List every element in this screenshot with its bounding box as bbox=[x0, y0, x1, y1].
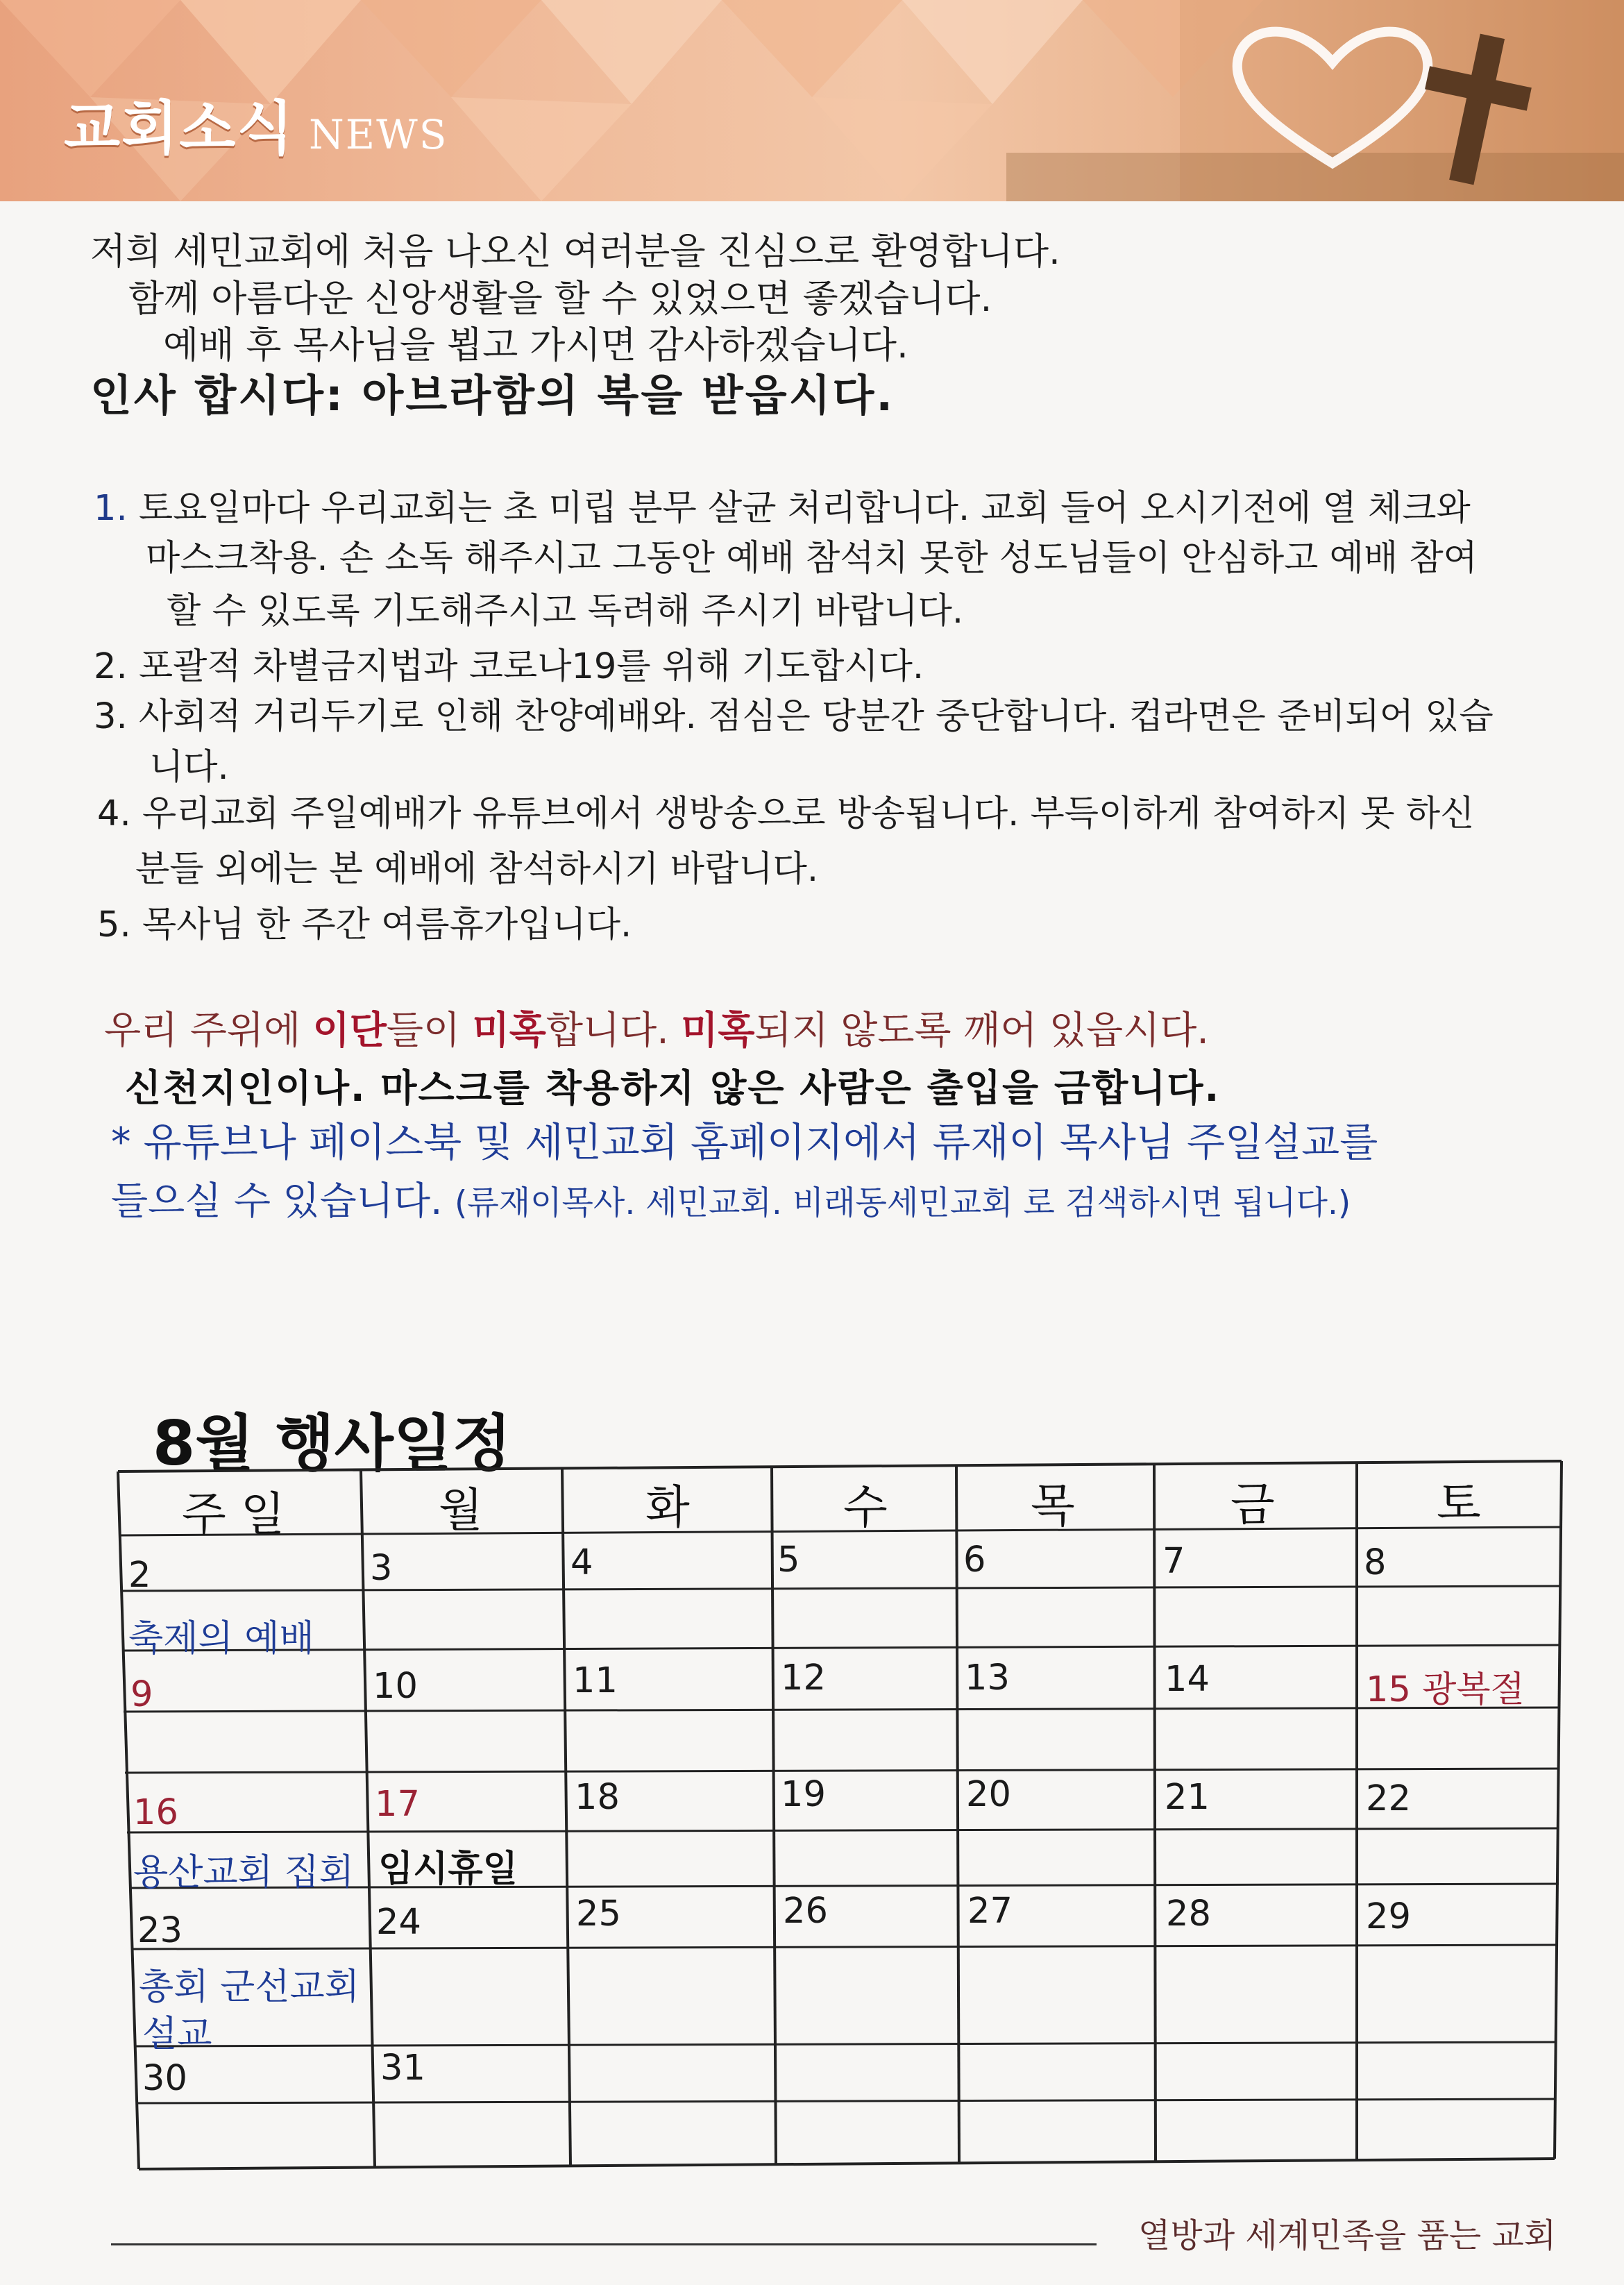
event-festival-worship: 축제의 예배 bbox=[128, 1618, 314, 1660]
day-header-mon: 월 bbox=[439, 1483, 483, 1537]
heresy-warning: 우리 주위에 이단들이 미혹합니다. 미혹되지 않도록 깨어 있읍시다. bbox=[104, 1008, 1209, 1052]
date-cell: 6 bbox=[963, 1540, 986, 1580]
announcement-3-line-2: 니다. bbox=[149, 747, 229, 788]
entry-restriction: 신천지인이나. 마스크를 착용하지 않은 사람은 출입을 금합니다. bbox=[125, 1066, 1221, 1110]
intro-line-2: 함께 아름다운 신앙생활을 할 수 있었으면 좋겠습니다. bbox=[128, 278, 992, 320]
date-cell: 7 bbox=[1162, 1541, 1185, 1582]
announcement-1-line-2: 마스크착용. 손 소독 해주시고 그동안 예배 참석치 못한 성도님들이 안심하고 예배 참여 bbox=[146, 538, 1478, 579]
date-cell: 30 bbox=[142, 2058, 187, 2099]
date-cell: 24 bbox=[376, 1902, 421, 1943]
announcement-1-text: 토요일마다 우리교회는 초 미립 분무 살균 처리합니다. 교회 들어 오시기전에 열 체크와 bbox=[138, 488, 1471, 529]
date-cell: 9 bbox=[130, 1674, 153, 1715]
date-cell: 11 bbox=[573, 1660, 618, 1701]
announcement-5: 5. 목사님 한 주간 여름휴가입니다. bbox=[97, 904, 632, 945]
greeting: 인사 합시다: 아브라함의 복을 받읍시다. bbox=[90, 370, 895, 421]
announcement-3-line-1: 3. 사회적 거리두기로 인해 찬양예배와. 점심은 당분간 중단합니다. 컵라면은 준비되어 있습 bbox=[94, 696, 1494, 737]
day-header-sat: 토 bbox=[1437, 1476, 1481, 1530]
date-cell: 21 bbox=[1165, 1777, 1210, 1818]
date-cell: 3 bbox=[370, 1548, 393, 1589]
date-cell: 29 bbox=[1366, 1896, 1411, 1937]
date-cell: 12 bbox=[781, 1658, 826, 1698]
date-cell-liberation-day: 15 광복절 bbox=[1366, 1669, 1525, 1710]
header-subtitle: NEWS bbox=[309, 111, 448, 158]
calendar-title: 8월 행사일정 bbox=[153, 1408, 511, 1479]
announcement-4-line-1: 4. 우리교회 주일예배가 유튜브에서 생방송으로 방송됩니다. 부득이하게 참여하지 못 하신 bbox=[97, 793, 1475, 834]
date-cell: 27 bbox=[967, 1891, 1013, 1932]
event-military-mission-sermon-line-1: 총회 군선교회 bbox=[139, 1966, 360, 2008]
day-header-tue: 화 bbox=[645, 1481, 690, 1534]
footer-slogan: 열방과 세계민족을 품는 교회 bbox=[1138, 2216, 1557, 2255]
date-cell: 28 bbox=[1166, 1894, 1211, 1934]
date-cell: 5 bbox=[777, 1540, 800, 1580]
header-title: 교회소식 bbox=[64, 94, 295, 162]
announcement-2: 2. 포괄적 차별금지법과 코로나19를 위해 기도합시다. bbox=[94, 646, 924, 687]
date-cell: 22 bbox=[1366, 1778, 1411, 1819]
youtube-notice-line-2: 들으실 수 있습니다. (류재이목사. 세민교회. 비래동세민교회 로 검색하시면 됩니다.) bbox=[111, 1179, 1351, 1223]
footer-divider bbox=[111, 2243, 1097, 2245]
day-header-fri: 금 bbox=[1230, 1478, 1275, 1531]
date-cell: 16 bbox=[133, 1792, 178, 1833]
intro-line-1: 저희 세민교회에 처음 나오신 여러분을 진심으로 환영합니다. bbox=[90, 230, 1060, 273]
date-cell: 13 bbox=[965, 1658, 1010, 1698]
date-cell: 4 bbox=[570, 1542, 593, 1583]
date-cell: 8 bbox=[1364, 1542, 1387, 1583]
date-cell: 19 bbox=[781, 1774, 826, 1815]
day-header-wed: 수 bbox=[843, 1481, 888, 1534]
date-cell: 18 bbox=[575, 1777, 620, 1818]
event-temporary-holiday: 임시휴일 bbox=[378, 1848, 518, 1890]
date-cell: 26 bbox=[783, 1891, 828, 1932]
day-header-sun: 주 일 bbox=[182, 1487, 285, 1541]
event-yongsan-meeting: 용산교회 집회 bbox=[133, 1852, 354, 1894]
intro-line-3: 예배 후 목사님을 뵙고 가시면 감사하겠습니다. bbox=[163, 324, 908, 366]
date-cell: 14 bbox=[1165, 1659, 1210, 1700]
day-header-thu: 목 bbox=[1031, 1479, 1075, 1533]
date-cell: 31 bbox=[380, 2048, 425, 2089]
date-cell: 10 bbox=[373, 1666, 418, 1707]
date-cell: 17 bbox=[375, 1784, 420, 1825]
date-cell: 23 bbox=[137, 1910, 183, 1951]
date-cell: 2 bbox=[128, 1555, 151, 1596]
youtube-notice-line-1: * 유튜브나 페이스북 및 세민교회 홈페이지에서 류재이 목사님 주일설교를 bbox=[111, 1120, 1378, 1165]
announcement-1-line-3: 할 수 있도록 기도해주시고 독려해 주시기 바랍니다. bbox=[167, 591, 964, 632]
announcement-4-line-2: 분들 외에는 본 예배에 참석하시기 바랍니다. bbox=[135, 849, 819, 890]
event-military-mission-sermon-line-2: 설교 bbox=[142, 2014, 212, 2055]
announcement-1-number: 1. bbox=[94, 488, 128, 529]
date-cell: 20 bbox=[966, 1774, 1011, 1815]
date-cell: 25 bbox=[576, 1894, 621, 1934]
